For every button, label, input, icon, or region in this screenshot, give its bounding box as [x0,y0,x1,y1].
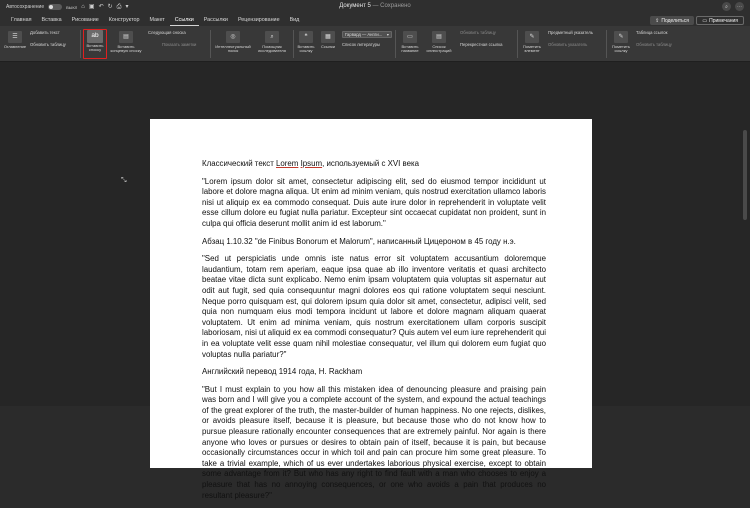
toc-icon: ☰ [8,31,22,43]
mark-entry-label-2: элемент [524,48,540,54]
caption-icon: ▭ [403,31,417,43]
tab-mailings[interactable]: Рассылки [203,17,228,23]
separator [606,30,607,58]
paragraph-lorem: "Lorem ipsum dolor sit amet, consectetur adipiscing elit, sed do eiusmod tempor incididunt ut labore et dolore magna aliqua. Ut enim ad minim veniam, quis nostrud exercitation ullamco laboris nisi ut aliquip ex ea commodo consequat. Duis aute irure dolor in reprehenderit in voluptate velit esse cillum dolore eu fugiat nulla pariatur. Excepteur sint occaecat cupidatat non proident, sunt in culpa qui officia deserunt mollit anim id est laborum." [202,176,546,228]
separator [80,30,81,58]
spellcheck-word-ipsum: Ipsum [300,159,323,168]
update-table-button[interactable]: Обновить таблицу [30,42,66,47]
more-icon[interactable]: ▾ [125,4,129,10]
share-icon: ⇪ [655,17,660,24]
researcher-label-2: исследователя [258,48,286,54]
heading-text-end: , используемый с XVI века [322,159,420,168]
citation-style-value: Гарвард — Англи... [345,32,383,37]
spellcheck-word-lorem: Lorem [276,159,299,168]
vertical-scrollbar[interactable] [743,130,747,220]
bibliography-button[interactable]: Список литературы [342,42,380,47]
endnote-icon: ▤ [119,31,133,43]
undo-icon[interactable]: ↶ [98,4,104,10]
document-body[interactable] [202,159,546,508]
toc-label: Оглавление [3,44,27,49]
insert-index-button[interactable]: Предметный указатель [548,30,593,35]
citation-style-dropdown[interactable] [342,31,392,38]
smart-lookup-button[interactable] [214,31,252,54]
smart-lookup-label-2: поиск [227,48,239,54]
table-of-figures-label-1: Список [432,44,446,49]
document-status: — Сохранено [372,3,411,9]
table-of-figures-label-2: иллюстраций [426,48,452,54]
insert-citation-label-2: ссылку [299,48,313,54]
autosave-label: Автосохранение [6,4,45,10]
next-footnote-button[interactable]: Следующая сноска [148,30,186,35]
autosave-state: ВЫКЛ [66,4,78,10]
redo-icon[interactable]: ↻ [107,4,113,10]
mark-entry-icon: ✎ [525,31,539,43]
sources-label: Ссылки [320,44,336,49]
update-table-authorities-button[interactable]: Обновить таблицу [636,42,672,47]
insert-caption-button[interactable] [398,31,422,54]
insert-footnote-label-2: сноску [88,47,102,53]
footnote-ab-icon: ab [87,30,103,43]
insert-citation-button[interactable] [296,31,316,54]
highlight-frame-insert-footnote [83,29,107,59]
heading-cicero: Абзац 1.10.32 "de Finibus Bonorum et Malorum", написанный Цицероном в 45 году н.э. [202,236,516,246]
comments-label: Примечания [709,17,738,24]
home-icon[interactable]: ⌂ [81,4,85,10]
update-index-button[interactable]: Обновить указатель [548,42,588,47]
document-page[interactable] [150,119,592,500]
toc-button[interactable] [4,31,26,49]
mark-entry-label-1: Пометить [523,44,541,49]
insert-table-of-authorities-button[interactable]: Таблица ссылок [636,30,668,35]
table-of-figures-button[interactable] [424,31,454,54]
mark-citation-button[interactable] [609,31,633,54]
sources-icon: ▦ [321,31,335,43]
share-button[interactable] [650,16,694,25]
heading-rackham: Английский перевод 1914 года, H. Rackham [202,367,363,377]
sources-button[interactable] [318,31,338,49]
tab-review[interactable]: Рецензирование [237,17,280,23]
paragraph-translation: "But I must explain to you how all this mistaken idea of denouncing pleasure and praising pain was born and I will give you a complete account of the system, and expound the actual teachings of the great explorer of the truth, the master-builder of human happiness. No one rejects, dislikes, or avoids pleasure itself, because it is pleasure, but because those who do not know how to pursue pleasure rationally encounter consequences that are extremely painful. Nor again is there anyone who loves or pursues or desires to obtain pain of itself, because it is pain, but because occasionally circumstances occur in which toil and pain can procure him some great pleasure. To take a trivial example, which of us ever undertakes laborious physical exercise, except to obtain some advantage from it? But who has any right to find fault with a man who chooses to enjoy a pleasure that has no annoying consequences, or one who avoids a pain that produces no resultant pleasure?" [202,384,546,500]
tab-insert[interactable]: Вставка [41,17,62,23]
print-icon[interactable]: ⎙ [116,4,122,10]
tab-draw[interactable]: Рисование [71,17,99,23]
document-workspace [0,62,750,500]
mark-entry-button[interactable] [520,31,544,54]
tab-references[interactable]: Ссылки [170,14,199,26]
update-table-figures-button[interactable]: Обновить таблицу [460,30,496,35]
tab-home[interactable]: Главная [11,17,32,23]
ribbon-toolbar [0,26,750,62]
insert-caption-label-1: Вставить [401,44,419,49]
cross-reference-button[interactable]: Перекрестная ссылка [460,42,503,47]
mark-citation-icon: ✎ [614,31,628,43]
tab-design[interactable]: Конструктор [108,17,140,23]
separator [395,30,396,58]
researcher-button[interactable] [255,31,289,54]
tab-view[interactable]: Вид [289,17,300,23]
table-of-figures-icon: ▤ [432,31,446,43]
more-options-icon[interactable]: ⋯ [737,3,742,10]
mark-citation-label-1: Пометить [612,44,630,49]
insert-endnote-label-1: Вставить [117,44,135,49]
heading-text-start: Классический текст [202,159,276,168]
separator [293,30,294,58]
smart-lookup-label-1: Интеллектуальный [215,44,251,49]
insert-caption-label-2: название [401,48,419,54]
save-icon[interactable]: ▣ [88,4,95,10]
comments-button[interactable] [696,16,744,25]
separator [210,30,211,58]
insert-endnote-label-2: концевую сноску [110,48,142,54]
document-title [0,3,750,9]
ribbon-tabs [0,14,750,26]
share-label: Поделиться [661,17,689,24]
chevron-down-icon: ▾ [386,32,389,37]
mark-citation-label-2: ссылку [614,48,628,54]
show-notes-button[interactable]: Показать заметки [162,42,197,47]
mouse-cursor-icon: ⤡ [121,177,127,184]
tab-layout[interactable]: Макет [149,17,165,23]
heading-classic-text [202,159,546,170]
smart-lookup-icon: ◎ [226,31,240,43]
search-icon[interactable]: ⌕ [722,2,731,11]
insert-citation-label-1: Вставить [297,44,315,49]
citation-icon: ❝ [299,31,313,43]
researcher-label-1: Помощник [262,44,282,49]
add-text-button[interactable]: Добавить текст [30,30,60,35]
insert-footnote-label-1: Вставить [86,43,104,48]
researcher-icon: ⌕ [265,31,279,43]
separator [517,30,518,58]
comment-icon: ▭ [702,17,708,24]
paragraph-sed-ut: "Sed ut perspiciatis unde omnis iste natus error sit voluptatem accusantium doloremque laudantium, totam rem aperiam, eaque ipsa quae ab illo inventore veritatis et quasi architecto beatae vitae dicta sunt explicabo. Nemo enim ipsam voluptatem quia voluptas sit aspernatur aut odit aut fugit, sed quia consequuntur magni dolores eos qui ratione voluptatem sequi nesciunt. Neque porro quisquam est, qui dolorem ipsum quia dolor sit amet, consectetur, adipisci velit, sed quia non numquam eius modi tempora incidunt ut labore et dolore magnam aliquam quaerat voluptatem. Ut enim ad minima veniam, quis nostrum exercitationem ullam corporis suscipit laboriosam, nisi ut aliquid ex ea commodi consequatur? Quis autem vel eum iure reprehenderit qui in ea voluptate velit esse quam nihil molestiae consequatur, vel illum qui dolorem eum fugiat quo voluptas nulla pariatur?" [202,254,546,359]
title-bar [0,0,750,14]
document-name: Документ 5 [339,3,371,9]
insert-endnote-button[interactable] [108,31,144,54]
